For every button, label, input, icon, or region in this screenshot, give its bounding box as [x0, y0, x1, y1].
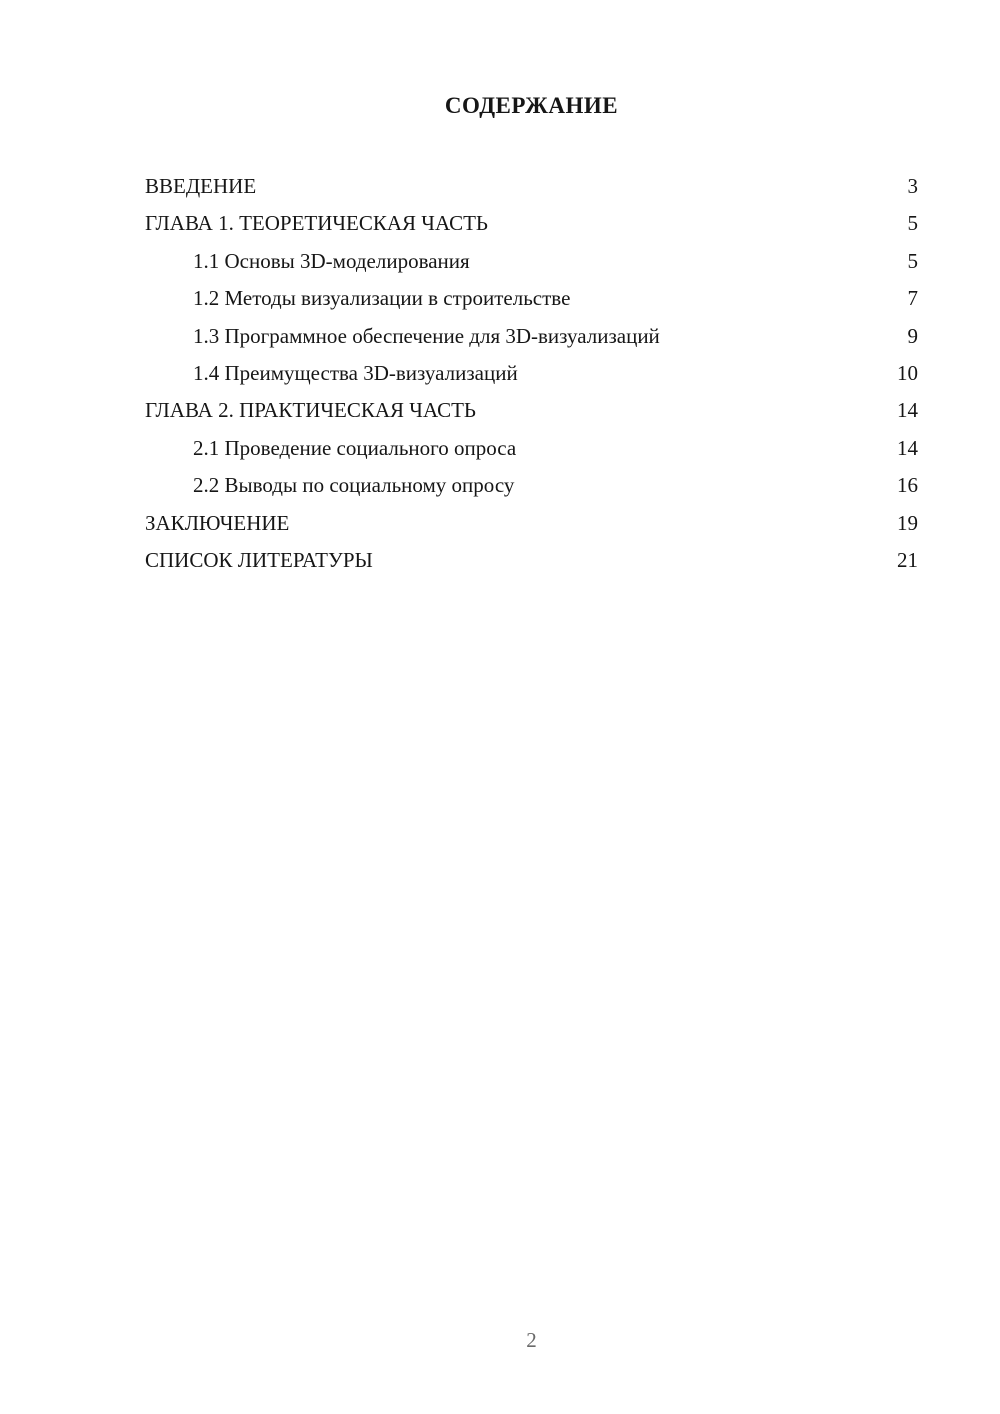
toc-entry-label: 1.1 Основы 3D-моделирования: [193, 248, 470, 273]
toc-entry-label: СПИСОК ЛИТЕРАТУРЫ: [145, 547, 373, 572]
toc-entry-label: ЗАКЛЮЧЕНИЕ: [145, 510, 290, 535]
toc-entry-label: 1.2 Методы визуализации в строительстве: [193, 286, 571, 311]
toc-entry: [145, 168, 918, 205]
toc-entry-page-number: 3: [907, 174, 918, 198]
toc-entry-label: ВВЕДЕНИЕ: [145, 174, 257, 198]
toc-entry-page-number: 14: [897, 435, 918, 460]
toc-entry: [145, 392, 918, 429]
toc-entry-page-number: 14: [897, 398, 918, 423]
toc-entry: [145, 280, 918, 317]
toc-entry-page-number: 5: [907, 248, 918, 273]
footer-page-number: 2: [526, 1328, 537, 1352]
toc-entry-label: ГЛАВА 1. ТЕОРЕТИЧЕСКАЯ ЧАСТЬ: [145, 211, 488, 236]
toc-entry: [145, 505, 918, 542]
toc-entry-page-number: 21: [897, 547, 918, 572]
toc-entry-page-number: 16: [897, 473, 918, 498]
table-of-contents: [145, 168, 918, 579]
toc-entry-label: ГЛАВА 2. ПРАКТИЧЕСКАЯ ЧАСТЬ: [145, 398, 476, 423]
toc-entry-label: 2.1 Проведение социального опроса: [193, 435, 517, 460]
toc-entry-label: 2.2 Выводы по социальному опросу: [193, 473, 515, 498]
toc-entry: [145, 318, 918, 355]
toc-entry: [145, 542, 918, 579]
toc-entry-page-number: 5: [907, 211, 918, 236]
toc-entry-label: 1.4 Преимущества 3D-визуализаций: [193, 360, 518, 385]
toc-entry-page-number: 19: [897, 510, 918, 535]
page-title: СОДЕРЖАНИЕ: [444, 93, 619, 118]
toc-entry-page-number: 10: [897, 360, 918, 385]
toc-entry-page-number: 7: [907, 286, 918, 311]
toc-entry-page-number: 9: [907, 323, 918, 348]
toc-entry: [145, 467, 918, 504]
toc-entry: [145, 355, 918, 392]
content-column: [145, 0, 918, 1414]
toc-entry: [145, 243, 918, 280]
toc-entry: [145, 205, 918, 242]
toc-entry-label: 1.3 Программное обеспечение для 3D-визуализаций: [193, 323, 660, 348]
toc-entry: [145, 430, 918, 467]
